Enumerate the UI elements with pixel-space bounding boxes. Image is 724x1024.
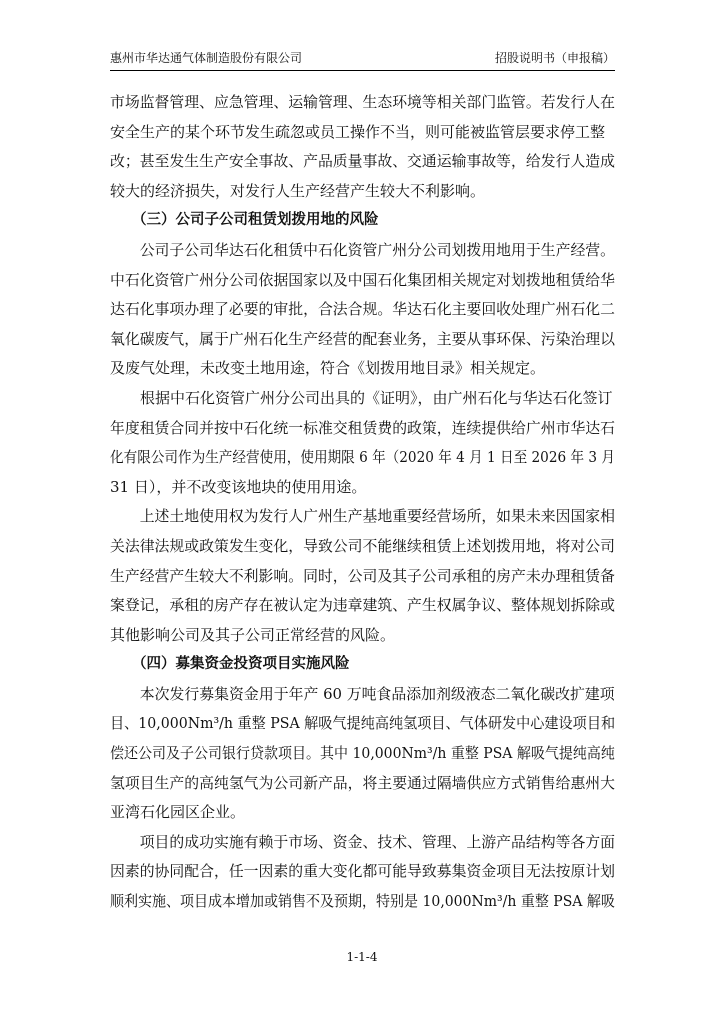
paragraph-line: 改；甚至发生生产安全事故、产品质量事故、交通运输事故等，给发行人造成 bbox=[110, 152, 616, 171]
paragraph-project-risk bbox=[110, 828, 615, 917]
header-company-name: 惠州市华达通气体制造股份有限公司 bbox=[110, 51, 303, 65]
paragraph-line: 关法律法规或政策发生变化，导致公司不能继续租赁上述划拨用地，将对公司 bbox=[110, 536, 616, 555]
paragraph-land-lease bbox=[110, 236, 615, 384]
paragraph-line: 案登记，承租的房产存在被认定为违章建筑、产生权属争议、整体规划拆除或 bbox=[110, 596, 616, 615]
paragraph-line: 因素的协同配合，任一因素的重大变化都可能导致募集资金项目无法按原计划 bbox=[110, 862, 616, 881]
page-body bbox=[110, 88, 615, 917]
paragraph-line: 中石化资管广州分公司依据国家以及中国石化集团相关规定对划拨地租赁给华 bbox=[110, 270, 616, 289]
paragraph-line: 较大的经济损失，对发行人生产经营产生较大不利影响。 bbox=[110, 181, 486, 200]
paragraph-safety-regulation bbox=[110, 88, 615, 206]
paragraph-line: 根据中石化资管广州分公司出具的《证明》，由广州石化与华达石化签订 bbox=[140, 388, 613, 407]
paragraph-line: 年度租赁合同并按中石化统一标准交租赁费的政策，连续提供给广州市华达石 bbox=[110, 418, 616, 437]
page-number: 1-1-4 bbox=[346, 950, 378, 964]
paragraph-line: 氧化碳废气，属于广州石化生产经营的配套业务，主要从事环保、污染治理以 bbox=[110, 329, 616, 348]
paragraph-line: 公司子公司华达石化租赁中石化资管广州分公司划拨用地用于生产经营。 bbox=[139, 240, 616, 259]
header-document-title: 招股说明书（申报稿） bbox=[494, 51, 615, 65]
paragraph-line: 其他影响公司及其子公司正常经营的风险。 bbox=[110, 625, 396, 644]
paragraph-line: 化有限公司作为生产经营使用，使用期限 6 年（2020 年 4 月 1 日至 2026 年 3 月 bbox=[110, 448, 615, 467]
section-heading-fundraising-risk: （四）募集资金投资项目实施风险 bbox=[132, 656, 350, 673]
paragraph-line: 市场监督管理、应急管理、运输管理、生态环境等相关部门监管。若发行人在 bbox=[110, 93, 616, 111]
paragraph-line: 本次发行募集资金用于年产 60 万吨食品添加剂级液态二氧化碳改扩建项 bbox=[139, 684, 615, 703]
paragraph-line: 项目的成功实施有赖于市场、资金、技术、管理、上游产品结构等各方面 bbox=[139, 832, 616, 851]
paragraph-line: 31 日），并不改变该地块的使用用途。 bbox=[110, 477, 367, 496]
paragraph-line: 及废气处理，未改变土地用途，符合《划拨用地目录》相关规定。 bbox=[110, 359, 546, 378]
header-rule bbox=[110, 70, 615, 71]
paragraph-line: 上述土地使用权为发行人广州生产基地重要经营场所，如果未来因国家相 bbox=[139, 507, 616, 526]
paragraph-land-use-risk bbox=[110, 502, 615, 650]
paragraph-line: 偿还公司及子公司银行贷款项目。其中 10,000Nm³/h 重整 PSA 解吸气提纯高纯 bbox=[110, 744, 615, 763]
page-header bbox=[110, 48, 615, 68]
section-heading-land-lease-risk: （三）公司子公司租赁划拨用地的风险 bbox=[132, 212, 379, 229]
paragraph-line: 达石化事项办理了必要的审批，合法合规。华达石化主要回收处理广州石化二 bbox=[110, 300, 616, 319]
paragraph-line: 氢项目生产的高纯氢气为公司新产品，将主要通过隔墙供应方式销售给惠州大 bbox=[110, 773, 616, 792]
paragraph-line: 亚湾石化园区企业。 bbox=[110, 803, 246, 822]
paragraph-line: 生产经营产生较大不利影响。同时，公司及其子公司承租的房产未办理租赁备 bbox=[110, 566, 616, 585]
paragraph-fundraising-use bbox=[110, 680, 615, 828]
paragraph-certificate bbox=[110, 384, 615, 502]
paragraph-line: 顺利实施、项目成本增加或销售不及预期，特别是 10,000Nm³/h 重整 PSA 解吸 bbox=[110, 892, 615, 911]
paragraph-line: 安全生产的某个环节发生疏忽或员工操作不当，则可能被监管层要求停工整 bbox=[110, 122, 606, 141]
paragraph-line: 目、10,000Nm³/h 重整 PSA 解吸气提纯高纯氢项目、气体研发中心建设项目和 bbox=[110, 714, 616, 733]
